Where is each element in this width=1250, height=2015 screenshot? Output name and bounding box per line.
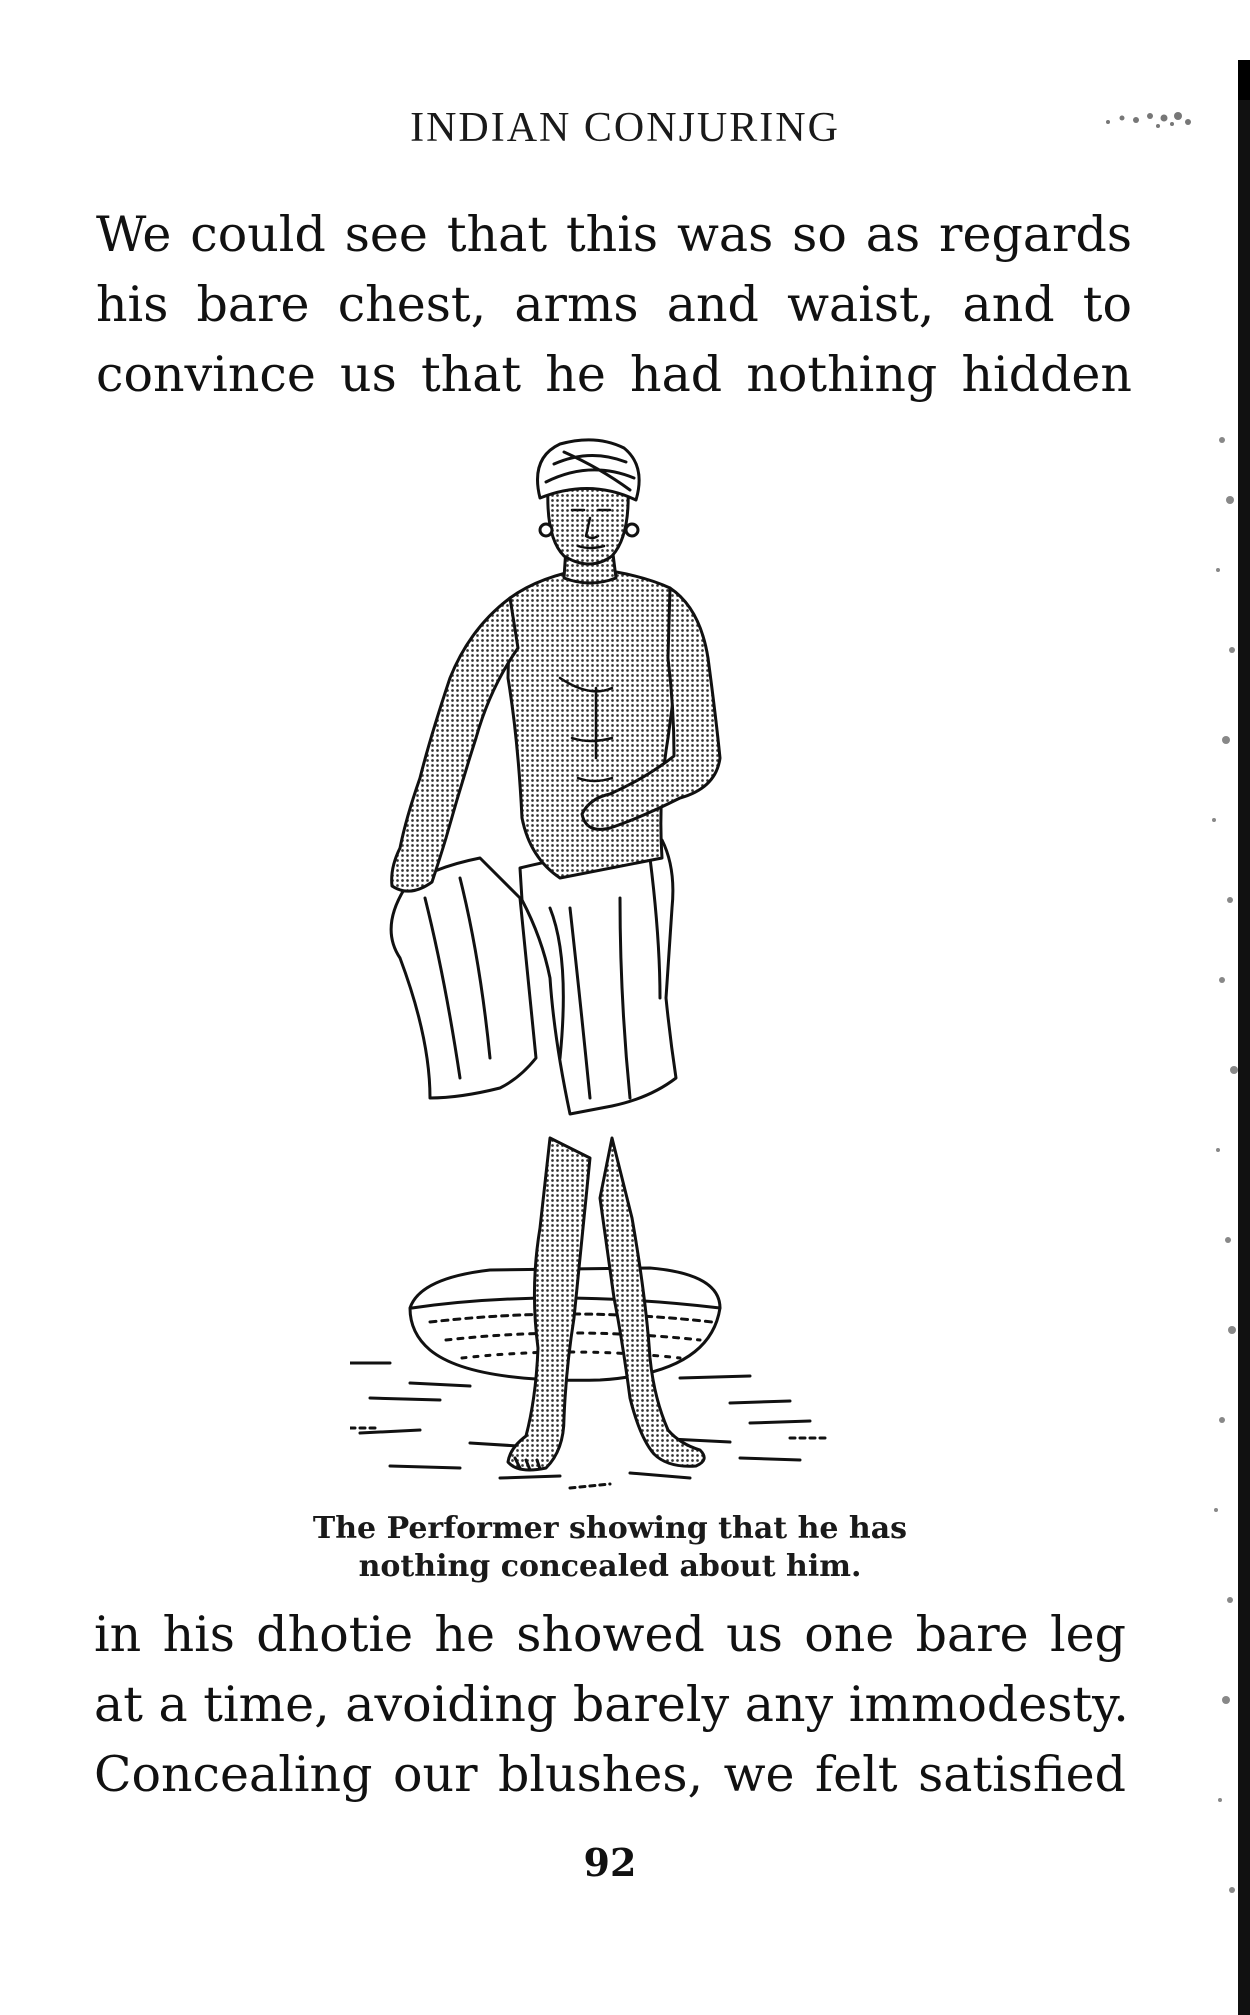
top-paragraph bbox=[96, 200, 1132, 410]
text-line: at a time, avoiding barely any immodesty. bbox=[94, 1676, 1129, 1733]
performer-illustration bbox=[350, 438, 870, 1498]
page-edge-spine bbox=[1238, 60, 1250, 2015]
running-head: INDIAN CONJURING bbox=[410, 105, 840, 151]
text-line: convince us that he had nothing hidden bbox=[96, 346, 1132, 403]
bottom-paragraph bbox=[94, 1600, 1129, 1810]
ground bbox=[350, 1363, 830, 1488]
text-line: We could see that this was so as regards bbox=[96, 206, 1132, 263]
text-line: Concealing our blushes, we felt satisfied bbox=[94, 1746, 1126, 1803]
caption-line: The Performer showing that he has bbox=[312, 1511, 908, 1546]
figure-caption bbox=[0, 1510, 1220, 1586]
page-number: 92 bbox=[583, 1840, 637, 1885]
text-line: his bare chest, arms and waist, and to bbox=[96, 276, 1132, 333]
page-edge-spine-top bbox=[1238, 60, 1250, 100]
page-edge-shadow bbox=[1192, 420, 1238, 1980]
caption-line: nothing concealed about him. bbox=[358, 1549, 862, 1584]
print-smudge bbox=[1088, 104, 1198, 134]
left-arm bbox=[392, 598, 518, 891]
text-line: in his dhotie he showed us one bare leg bbox=[94, 1606, 1126, 1663]
